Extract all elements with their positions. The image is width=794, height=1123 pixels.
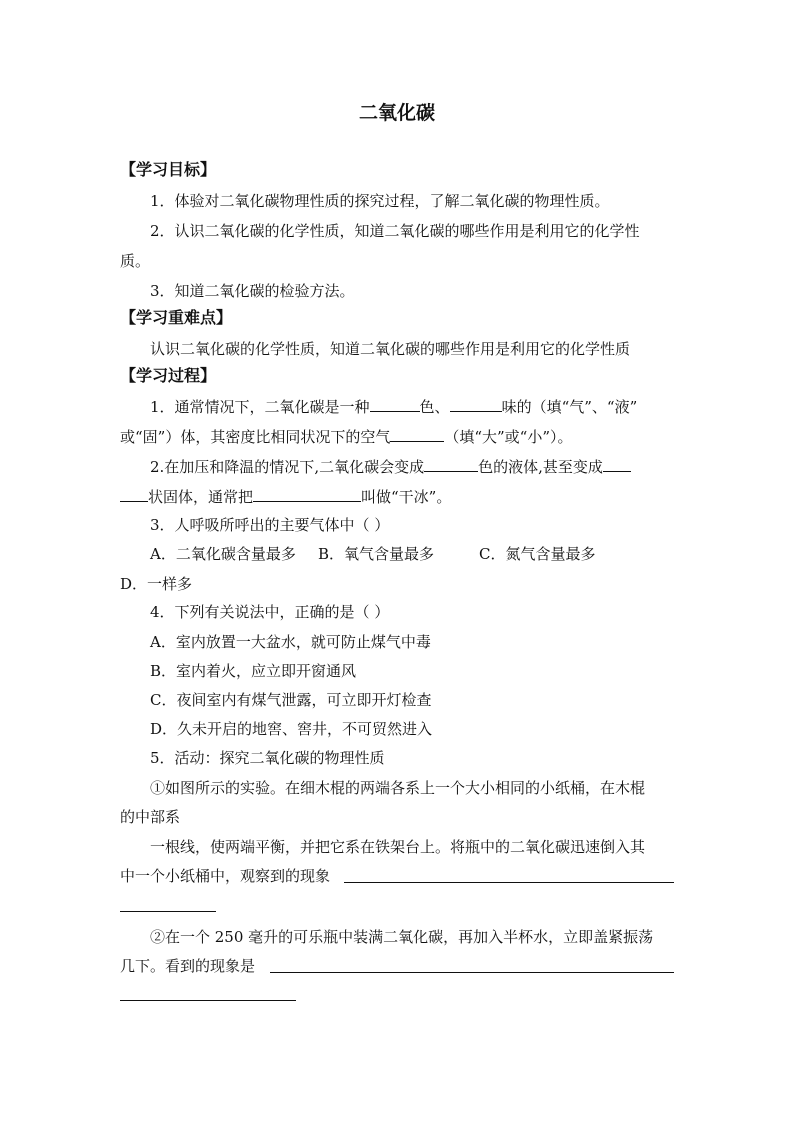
activity-2-line-2 [120, 956, 676, 976]
q1-text-d: 或“固”）体，其密度比相同状况下的空气 [120, 428, 391, 446]
question-2-line-1 [150, 457, 676, 477]
q3-option-d[interactable]: D．一样多 [120, 575, 193, 593]
q1-blank-smell[interactable] [450, 397, 502, 412]
page-title: 二氧化碳 [358, 102, 435, 124]
q2-text-c: 状固体，通常把 [148, 488, 254, 506]
q2-blank-dry-ice[interactable] [253, 487, 361, 502]
activity-2-prompt: 几下。看到的现象是 [120, 957, 256, 975]
section-heading-key-points: 【学习重难点】 [120, 308, 233, 327]
q3-option-c[interactable]: C．氮气含量最多 [479, 545, 596, 563]
activity-1-answer-blank-1[interactable] [344, 882, 674, 883]
q1-text-e: （填“大”或“小”）。 [444, 428, 573, 446]
question-1-line-2 [120, 427, 676, 447]
activity-1-answer-blank-2[interactable] [120, 911, 216, 912]
q2-text-a: 2.在加压和降温的情况下,二氧化碳会变成 [150, 458, 425, 476]
activity-1-line-1: ①如图所示的实验。在细木棍的两端各系上一个大小相同的小纸桶，在木棍 [150, 779, 646, 797]
activity-2-answer-blank-1[interactable] [270, 972, 674, 973]
q2-text-b: 色的液体,甚至变成 [478, 458, 603, 476]
q2-blank-solid-part-1[interactable] [603, 457, 631, 472]
question-1-line-1 [150, 397, 676, 417]
q4-option-c[interactable]: C．夜间室内有煤气泄露，可立即开灯检查 [150, 691, 432, 709]
q4-option-d[interactable]: D．久未开启的地窖、窖井，不可贸然进入 [150, 720, 433, 738]
activity-1-prompt: 中一个小纸桶中，观察到的现象 [120, 867, 331, 885]
question-2-line-2 [120, 487, 676, 507]
activity-2-line-1: ②在一个 250 毫升的可乐瓶中装满二氧化碳，再加入半杯水，立即盖紧振荡 [150, 928, 654, 946]
activity-1-line-2: 的中部系 [120, 808, 181, 826]
q2-text-d: 叫做“干冰”。 [361, 488, 452, 506]
key-points-text: 认识二氧化碳的化学性质，知道二氧化碳的哪些作用是利用它的化学性质 [150, 340, 631, 358]
q1-text-c: 味的（填“气”、“液” [501, 398, 638, 416]
goal-1: 1．体验对二氧化碳物理性质的探究过程，了解二氧化碳的物理性质。 [150, 192, 610, 210]
section-heading-goals: 【学习目标】 [120, 160, 217, 179]
activity-1-line-4 [120, 866, 676, 886]
activity-1-line-3: 一根线，使两端平衡，并把它系在铁架台上。将瓶中的二氧化碳迅速倒入其 [150, 838, 646, 856]
q4-option-a[interactable]: A．室内放置一大盆水，就可防止煤气中毒 [150, 633, 431, 651]
q1-text-a: 1．通常情况下，二氧化碳是一种 [150, 398, 370, 416]
question-3-stem: 3．人呼吸所呼出的主要气体中（ ） [150, 516, 390, 534]
q3-option-b[interactable]: B．氧气含量最多 [318, 545, 435, 563]
q1-text-b: 色、 [419, 398, 450, 416]
goal-2-line-1: 2．认识二氧化碳的化学性质，知道二氧化碳的哪些作用是利用它的化学性 [150, 222, 640, 240]
q2-blank-solid-part-2[interactable] [120, 487, 148, 502]
section-heading-process: 【学习过程】 [120, 366, 217, 385]
q3-option-a[interactable]: A．二氧化碳含量最多 [150, 545, 296, 563]
goal-3: 3．知道二氧化碳的检验方法。 [150, 282, 355, 300]
goal-2-line-2: 质。 [120, 252, 151, 270]
q1-blank-density[interactable] [390, 427, 444, 442]
question-5-stem: 5．活动：探究二氧化碳的物理性质 [150, 749, 385, 767]
q2-blank-liquid-color[interactable] [424, 457, 478, 472]
activity-2-answer-blank-2[interactable] [120, 1000, 296, 1001]
q4-option-b[interactable]: B．室内着火，应立即开窗通风 [150, 662, 357, 680]
question-4-stem: 4．下列有关说法中，正确的是（ ） [150, 603, 390, 621]
question-3-options [150, 544, 676, 564]
q1-blank-color[interactable] [370, 397, 420, 412]
